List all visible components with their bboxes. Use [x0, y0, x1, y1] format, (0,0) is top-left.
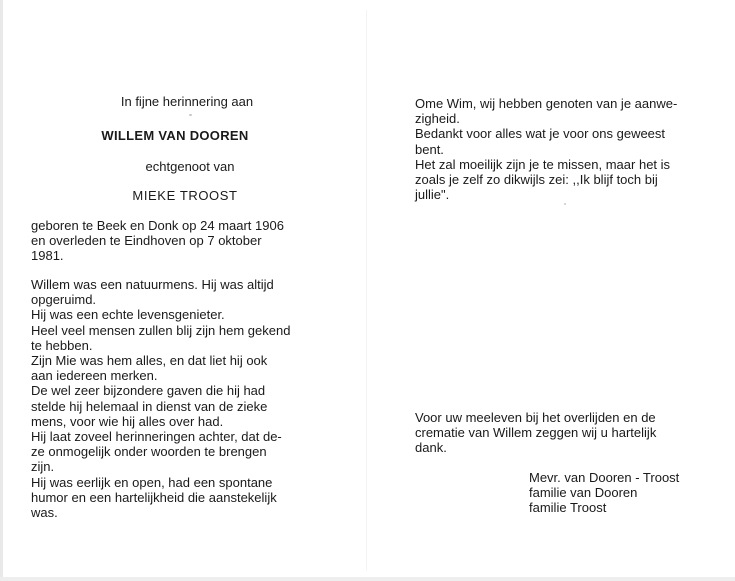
page-edge	[0, 577, 735, 581]
text-line: Het zal moeilijk zijn je te missen, maar het is	[415, 156, 671, 172]
text-line: Voor uw meeleven bij het overlijden en de	[415, 410, 656, 425]
signature-block	[529, 470, 679, 516]
text-line: De wel zeer bijzondere gaven die hij had	[31, 383, 266, 399]
birth-death-paragraph	[31, 218, 326, 264]
text-line: geboren te Beek en Donk op 24 maart 1906	[31, 218, 284, 233]
card-fold	[366, 10, 367, 571]
thanks-paragraph	[415, 410, 709, 456]
text-line: mens, voor wie hij alles over had.	[31, 413, 224, 429]
intro-line: In fijne herinnering aan	[120, 94, 254, 109]
biography-paragraph	[31, 277, 326, 520]
text-line: aan iedereen merken.	[31, 368, 158, 384]
text-line: crematie van Willem zeggen wij u hartelijk	[415, 425, 657, 441]
text-line: Hij was eerlijk en open, had een spontane	[31, 474, 273, 490]
text-line: opgeruimd.	[31, 292, 97, 308]
text-line: Hij laat zoveel herinneringen achter, dat de-	[31, 429, 282, 445]
text-line: Heel veel mensen zullen blij zijn hem gekend	[31, 322, 291, 338]
spouse-name: MIEKE TROOST	[132, 188, 238, 203]
signature-line: Mevr. van Dooren - Troost	[529, 470, 680, 485]
text-line: zigheid.	[415, 111, 460, 127]
deceased-name: WILLEM VAN DOOREN	[101, 128, 249, 143]
paper-speck	[189, 114, 192, 116]
text-line: humor en een hartelijkheid die aanstekelijk	[31, 489, 277, 505]
text-line: was.	[31, 505, 58, 521]
text-line: jullie".	[415, 187, 450, 203]
farewell-paragraph	[415, 96, 709, 202]
paper-speck	[564, 203, 566, 205]
text-line: 1981.	[31, 248, 64, 264]
text-line: ze onmogelijk onder woorden te brengen	[31, 444, 267, 460]
text-line: Bedankt voor alles wat je voor ons geweest	[415, 126, 666, 142]
text-line: dank.	[415, 440, 447, 456]
page-edge	[0, 0, 3, 581]
text-line: zoals je zelf zo dikwijls zei: ,,Ik blijf toch bij	[415, 172, 658, 188]
text-line: bent.	[415, 141, 444, 157]
text-line: te hebben.	[31, 337, 93, 353]
text-line: Willem was een natuurmens. Hij was altijd	[31, 277, 274, 292]
text-line: en overleden te Eindhoven op 7 oktober	[31, 233, 262, 249]
signature-line: familie Troost	[529, 500, 607, 516]
spouse-label: echtgenoot van	[145, 159, 235, 174]
text-line: stelde hij helemaal in dienst van de zieke	[31, 398, 268, 414]
text-line: Ome Wim, wij hebben genoten van je aanwe-	[415, 96, 678, 111]
signature-line: familie van Dooren	[529, 485, 638, 501]
text-line: Zijn Mie was hem alles, en dat liet hij ook	[31, 353, 268, 369]
text-line: zijn.	[31, 459, 55, 475]
text-line: Hij was een echte levensgenieter.	[31, 307, 225, 323]
